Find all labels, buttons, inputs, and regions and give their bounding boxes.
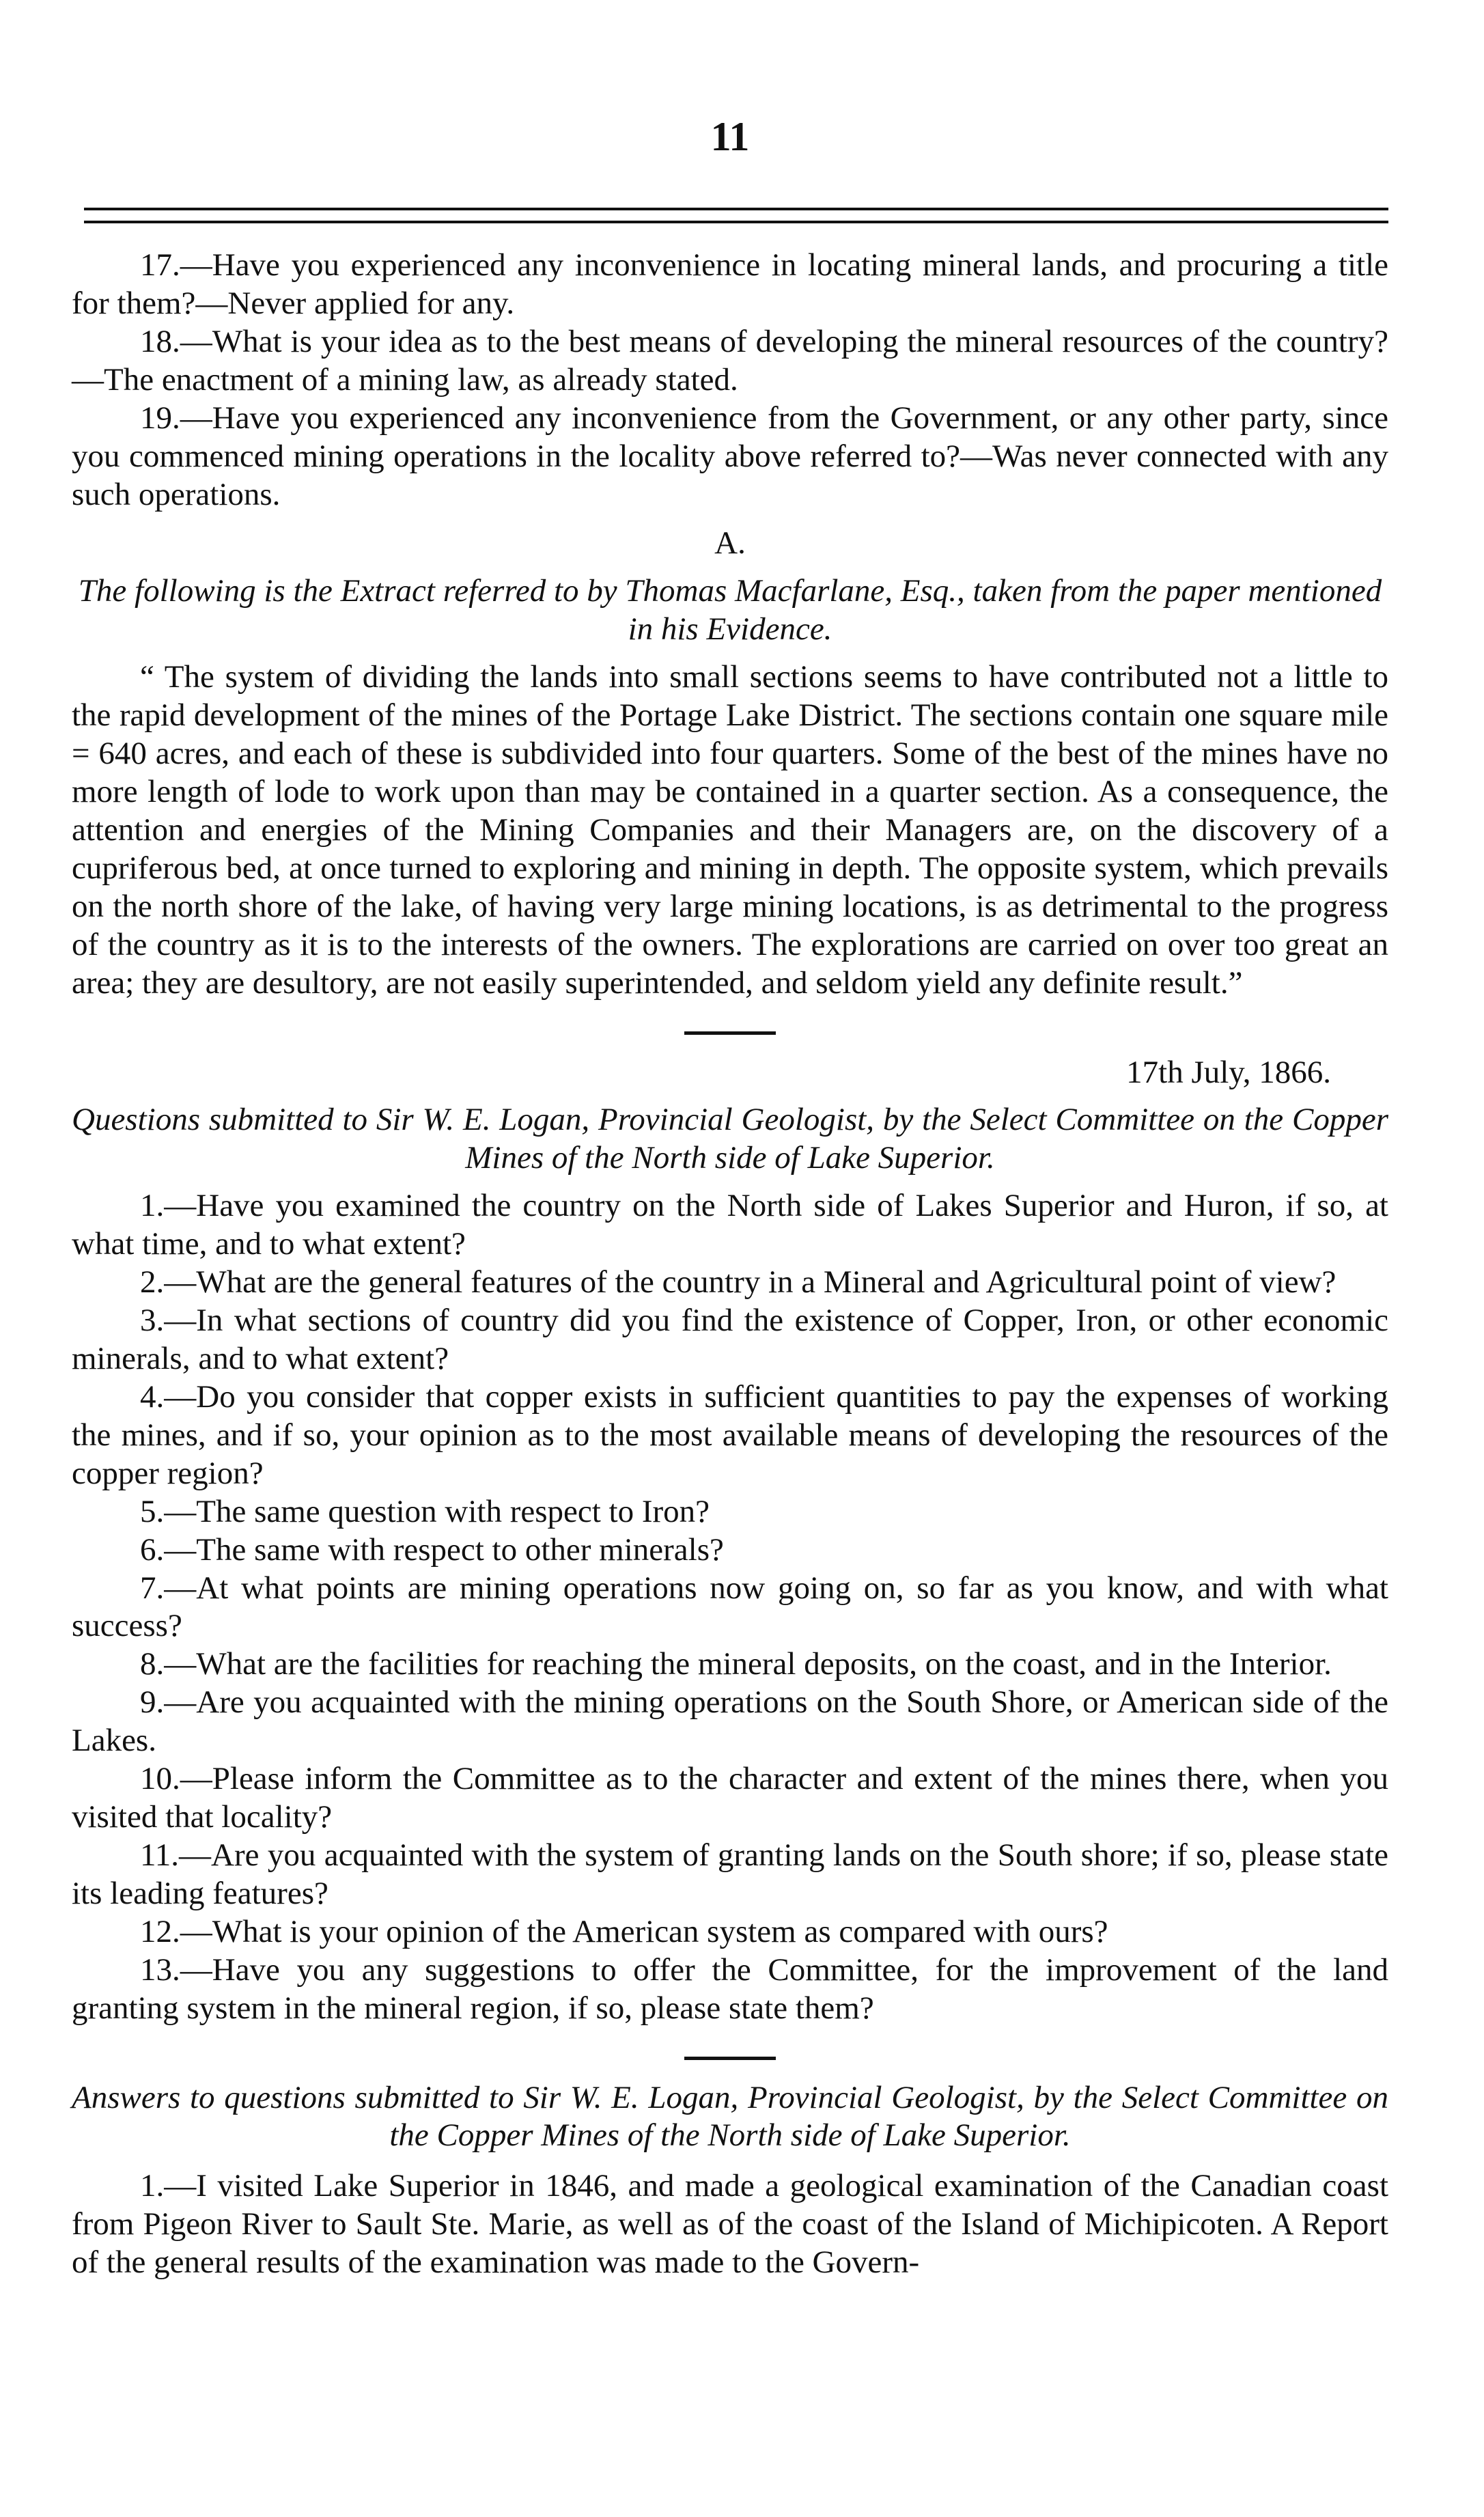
question-item: 11.—Are you acquainted with the system of granting lands on the South shore; if so, please state its leading features? xyxy=(72,1837,1388,1911)
extract-quote: “ The system of dividing the lands into small sections seems to have contributed not a little to the rapid development of the mines of the Portage Lake District. The sections contain one square mile = 640 acres, and each of these is subdivided into four quarters. Some of the best of the mines have no more length of lode to work upon than may be contained in a quarter section. As a consequence, the attention and energies of the Mining Companies and their Managers are, on the discovery of a cupriferous bed, at once turned to exploring and mining in depth. The opposite system, which prevails on the north shore of the lake, of having very large mining locations, is as detrimental to the progress of the country as it is to the interests of the owners. The explorations are carried on over too great an area; they are desultory, are not easily superintended, and seldom yield any definite result.” xyxy=(72,659,1388,1001)
answer-1: 1.—I visited Lake Superior in 1846, and made a geological examination of the Canadian coast from Pigeon River to Sault Ste. Marie, as well as of the coast of the Island of Michipicoten. A Report of the general results of the examination was made to the Govern- xyxy=(72,2168,1388,2281)
question-item: 5.—The same question with respect to Iron? xyxy=(140,1493,710,1529)
question-18: 18.—What is your idea as to the best means of developing the mineral resources of the country?—The enactment of a mining law, as already stated. xyxy=(72,323,1388,398)
extract-heading: The following is the Extract referred to by Thomas Macfarlane, Esq., taken from the paper mentioned in his Evidence. xyxy=(78,573,1382,648)
header-double-rule xyxy=(84,208,1388,223)
question-item: 3.—In what sections of country did you find the existence of Copper, Iron, or other economic minerals, and to what extent? xyxy=(72,1303,1388,1376)
questions-list xyxy=(72,1187,1388,2027)
questions-heading: Questions submitted to Sir W. E. Logan, Provincial Geologist, by the Select Committee on the Copper Mines of the North side of Lake Superior. xyxy=(72,1102,1388,1176)
answers-heading: Answers to questions submitted to Sir W. E. Logan, Provincial Geologist, by the Select Committee on the Copper Mines of the North side of Lake Superior. xyxy=(72,2079,1388,2154)
question-item: 7.—At what points are mining operations now going on, so far as you know, and with what success? xyxy=(72,1570,1388,1644)
date-line: 17th July, 1866. xyxy=(1126,1054,1331,1090)
question-item: 9.—Are you acquainted with the mining operations on the South Shore, or American side of the Lakes. xyxy=(72,1684,1388,1759)
question-item: 12.—What is your opinion of the American system as compared with ours? xyxy=(140,1913,1108,1949)
appendix-letter: A. xyxy=(714,525,746,561)
question-item: 10.—Please inform the Committee as to the character and extent of the mines there, when you visited that locality? xyxy=(72,1761,1388,1835)
page-number: 11 xyxy=(710,114,750,159)
question-19: 19.—Have you experienced any inconvenience from the Government, or any other party, since you commenced mining operations in the locality above referred to?—Was never connected with any such operations. xyxy=(72,400,1388,512)
question-item: 8.—What are the facilities for reaching the mineral deposits, on the coast, and in the Interior. xyxy=(140,1646,1332,1682)
question-item: 13.—Have you any suggestions to offer the Committee, for the improvement of the land granting system in the mineral region, if so, please state them? xyxy=(72,1951,1388,2026)
question-17: 17.—Have you experienced any inconvenience in locating mineral lands, and procuring a title for them?—Never applied for any. xyxy=(72,247,1388,321)
question-item: 1.—Have you examined the country on the North side of Lakes Superior and Huron, if so, at what time, and to what extent? xyxy=(72,1188,1388,1262)
question-item: 2.—What are the general features of the country in a Mineral and Agricultural point of view? xyxy=(140,1264,1336,1301)
section-divider-2 xyxy=(684,2057,776,2060)
section-divider-1 xyxy=(684,1031,776,1035)
question-item: 6.—The same with respect to other minerals? xyxy=(140,1531,724,1568)
top-questions-block xyxy=(72,247,1388,514)
question-item: 4.—Do you consider that copper exists in sufficient quantities to pay the expenses of working the mines, and if so, your opinion as to the most available means of developing the resources of the copper region? xyxy=(72,1378,1388,1491)
